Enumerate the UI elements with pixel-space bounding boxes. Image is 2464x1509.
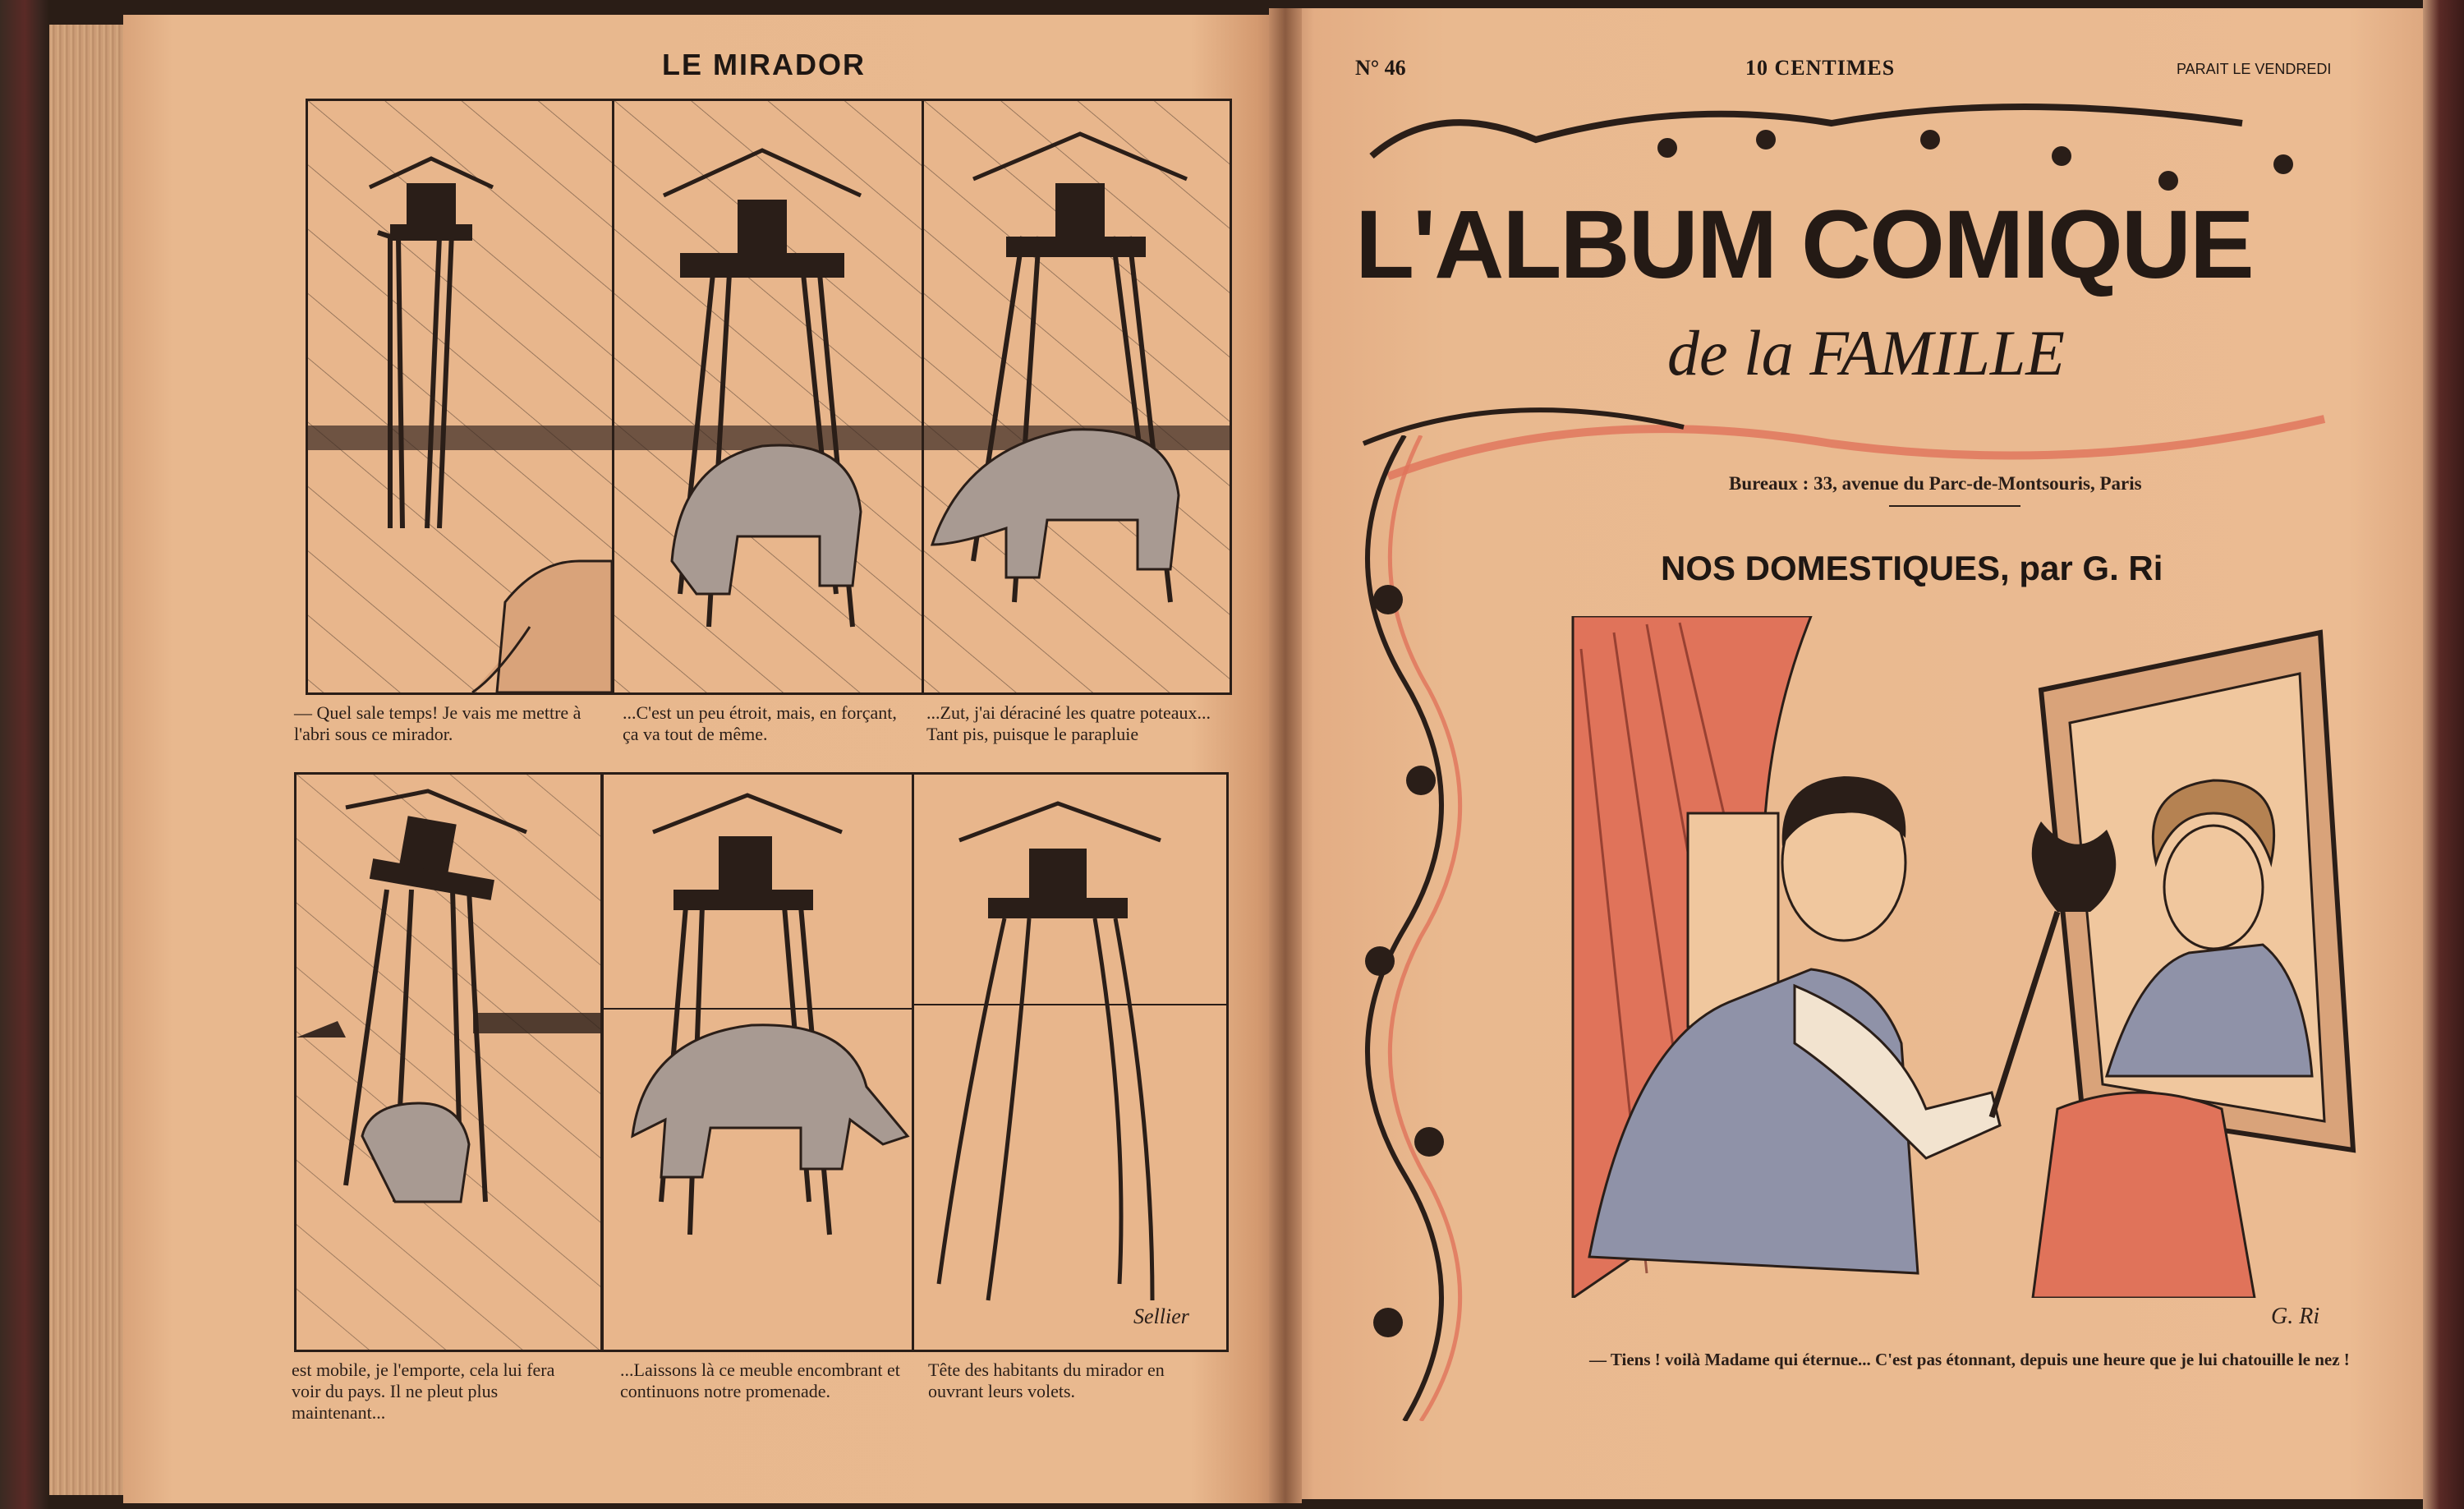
- decorative-border: [1322, 435, 1487, 1421]
- caption-5: ...Laissons là ce meuble encombrant et continuons notre promenade.: [620, 1359, 900, 1401]
- book-cover-edge: [2423, 0, 2464, 1509]
- caption-2: ...C'est un peu étroit, mais, en forçant, ça va tout de même.: [623, 702, 897, 744]
- cover-illustration-drawing: [1565, 616, 2370, 1298]
- comic-panel-5: [601, 772, 914, 1352]
- caption-3: ...Zut, j'ai déraciné les quatre poteaux... Tant pis, puisque le parapluie: [926, 702, 1211, 744]
- comic-panel-4: [294, 772, 603, 1352]
- panel-drawing: [604, 775, 912, 1350]
- caption-6: Tête des habitants du mirador en ouvrant leurs volets.: [928, 1359, 1165, 1401]
- address-underline: [1889, 505, 2020, 507]
- illustration-signature: G. Ri: [2271, 1304, 2320, 1329]
- masthead-subtitle: de la FAMILLE: [1667, 317, 2065, 389]
- panel-drawing: [614, 101, 922, 692]
- issue-number: N° 46: [1355, 56, 1406, 80]
- price: 10 CENTIMES: [1745, 56, 1896, 80]
- comic-title: LE MIRADOR: [662, 48, 866, 81]
- comic-panel-6: [912, 772, 1229, 1352]
- book-spine: [1269, 8, 1302, 1503]
- comic-panel-1: [306, 99, 614, 695]
- story-title: NOS DOMESTIQUES, par G. Ri: [1661, 549, 2163, 587]
- cover-illustration: [1565, 616, 2370, 1298]
- offices-address: Bureaux : 33, avenue du Parc-de-Montsouris, Paris: [1729, 473, 2142, 494]
- panel-drawing: [308, 101, 612, 692]
- caption-1: — Quel sale temps! Je vais me mettre à l'abri sous ce mirador.: [294, 702, 582, 744]
- decorative-border-drawing: [1322, 435, 1487, 1421]
- comic-panel-2: [612, 99, 925, 695]
- masthead: [1339, 90, 2357, 485]
- masthead-title: L'ALBUM COMIQUE: [1355, 191, 2253, 299]
- panel-drawing: [914, 775, 1226, 1350]
- panel-drawing: [297, 775, 600, 1350]
- caption-4: est mobile, je l'emporte, cela lui fera voir du pays. Il ne pleut plus maintenant...: [292, 1359, 555, 1423]
- panel-signature: Sellier: [1133, 1304, 1189, 1328]
- panel-drawing: [924, 101, 1230, 692]
- comic-panel-3: [922, 99, 1232, 695]
- cover-caption: — Tiens ! voilà Madame qui éternue... C'est pas étonnant, depuis une heure que je lui chatouille le nez !: [1589, 1350, 2350, 1369]
- publication-frequency: PARAIT LE VENDREDI: [2177, 61, 2332, 77]
